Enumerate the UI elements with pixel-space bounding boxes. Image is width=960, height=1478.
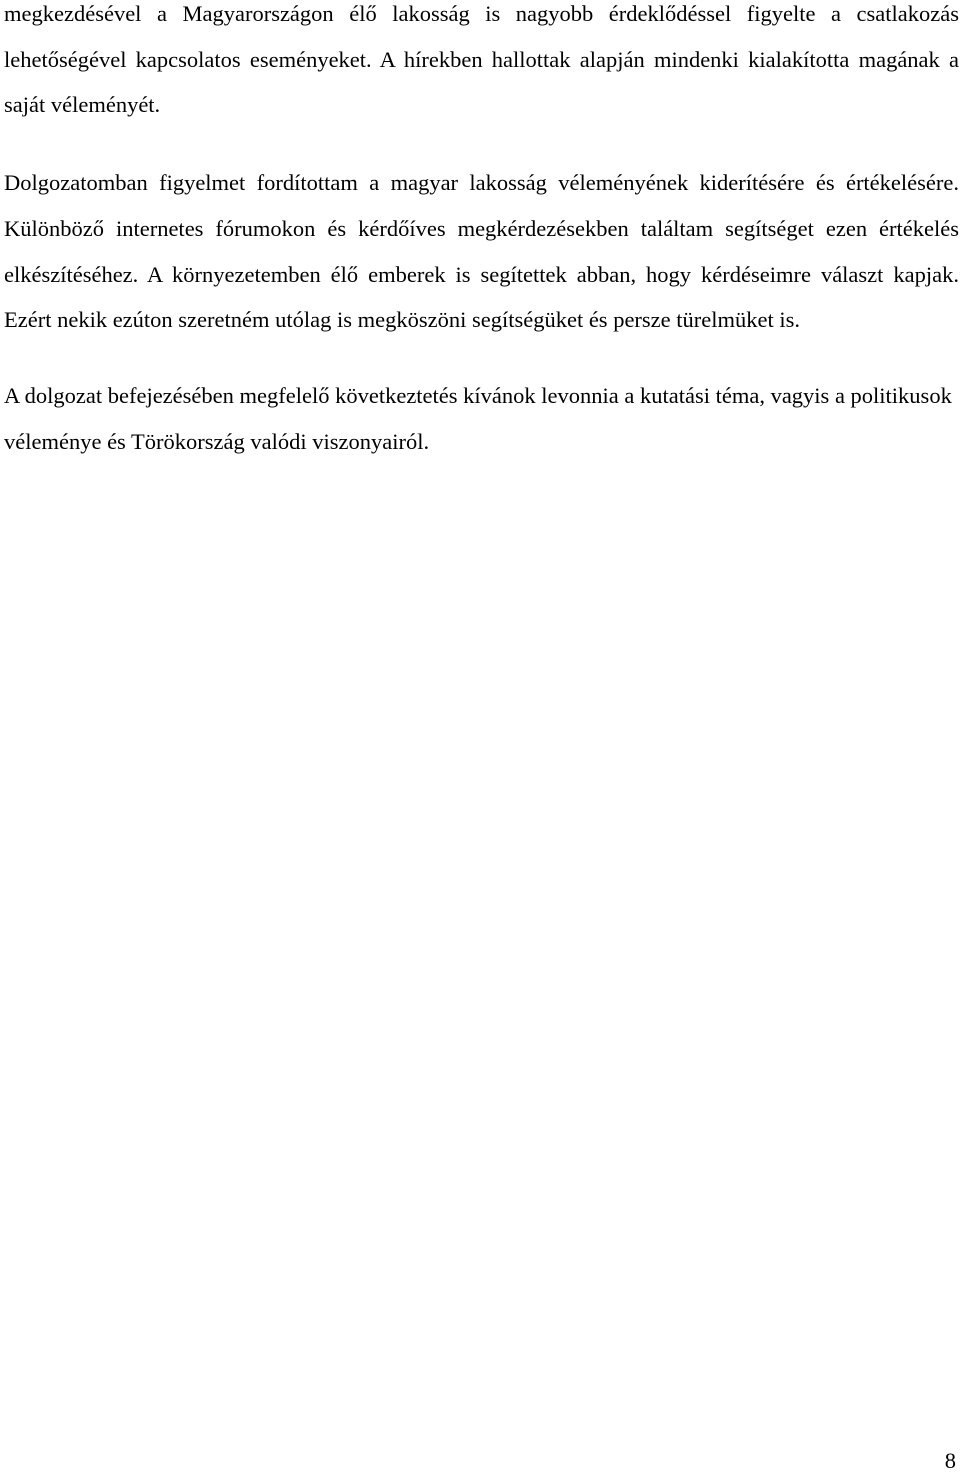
paragraph-intro: megkezdésével a Magyarországon élő lakosság is nagyobb érdeklődéssel figyelte a csatlakozás lehetőségével kapcsolatos eseményeket. A hírekben hallottak alapján mindenki kialakította magának a saját véleményét. bbox=[4, 1, 959, 118]
paragraph-method: Dolgozatomban figyelmet fordítottam a magyar lakosság véleményének kiderítésére és értékelésére. Különböző internetes fórumokon és kérdőíves megkérdezésekben találtam segítséget ezen értékelés elkészítéséhez. A környezetemben élő emberek is segítettek abban, hogy kérdéseimre választ kapjak. Ezért nekik ezúton szeretném utólag is megköszöni segítségüket és persze türelmüket is. bbox=[4, 170, 959, 333]
page-number: 8 bbox=[944, 1448, 956, 1473]
paragraph-conclusion: A dolgozat befejezésében megfelelő következtetés kívánok levonnia a kutatási téma, vagyis a politikusok véleménye és Törökország valódi viszonyairól. bbox=[4, 382, 952, 454]
body-text bbox=[4, 0, 959, 464]
